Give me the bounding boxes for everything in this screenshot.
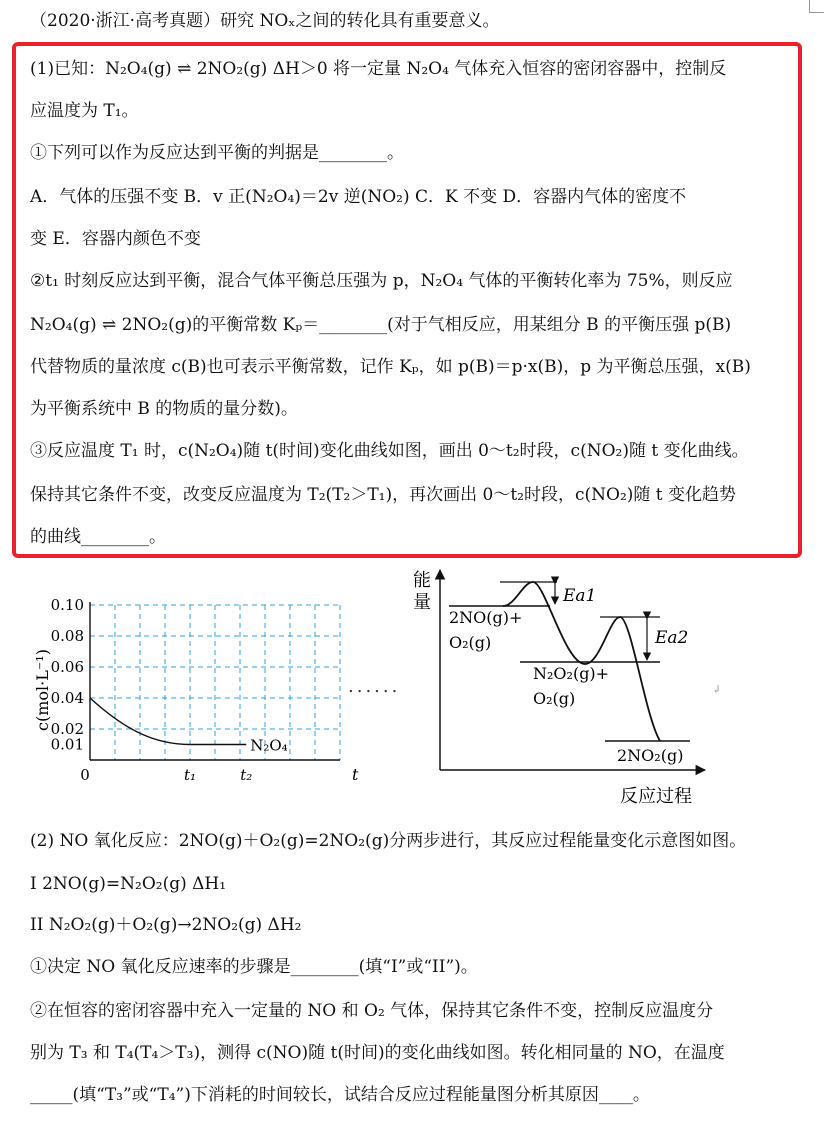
boxed-line-10: ③反应温度 T₁ 时，c(N₂O₄)随 t(时间)变化曲线如图，画出 0～t₂时段，c(NO₂)随 t 变化曲线。 [30,441,749,461]
series-line-n2o4 [90,698,246,745]
paragraph-mark: ↲ [712,683,722,696]
question-header: （2020·浙江·高考真题）研究 NOₓ之间的转化具有重要意义。 [30,11,500,31]
energy-diagram [405,566,715,810]
part2-q2-line2: 别为 T₃ 和 T₄(T₄＞T₃)，测得 c(NO)随 t(时间)的变化曲线如图。转化相同量的 NO，在温度 [30,1043,725,1063]
boxed-line-3: ①下列可以作为反应达到平衡的判据是________。 [30,143,404,163]
x-axis-label: t [352,765,359,784]
x-tick-label: t₁ [183,766,197,784]
boxed-line-4: A．气体的压强不变 B．v 正(N₂O₄)＝2v 逆(NO₂) C．K 不变 D．容器内气体的密度不 [30,187,687,207]
series-label-n2o4: N₂O₄ [250,736,288,755]
boxed-line-11: 保持其它条件不变，改变反应温度为 T₂(T₂＞T₁)，再次画出 0～t₂时段，c(NO₂)随 t 变化趋势 [30,485,737,505]
boxed-line-9: 为平衡系统中 B 的物质的量分数)。 [30,399,298,419]
state-label-2no: 2NO(g)+ [449,608,523,627]
boxed-line-2: 应温度为 T₁。 [30,101,139,121]
ea2-label: Ea2 [655,628,689,648]
part2-q2-line1: ②在恒容的密闭容器中充入一定量的 NO 和 O₂ 气体，保持其它条件不变，控制反应温度分 [30,1001,714,1021]
boxed-line-7: N₂O₄(g) ⇌ 2NO₂(g)的平衡常数 Kₚ＝________(对于气相反应，用某组分 B 的平衡压强 p(B) [30,315,732,335]
energy-axis-label-2: 量 [413,592,431,613]
boxed-line-12: 的曲线________。 [30,527,166,547]
ea1-label: Ea1 [563,586,597,606]
ellipsis-dots: ...... [348,676,401,697]
y-tick-label: 0.08 [50,627,84,645]
state-label-o2-b: O₂(g) [533,689,576,708]
process-axis-label: 反应过程 [620,786,692,807]
boxed-line-5: 变 E．容器内颜色不变 [30,229,201,249]
y-axis-label: c(mol·L⁻¹) [33,649,52,731]
boxed-line-8: 代替物质的量浓度 c(B)也可表示平衡常数，记作 Kₚ，如 p(B)＝p·x(B)，p 为平衡总压强，x(B) [30,357,751,377]
x-tick-label: 0 [80,766,90,784]
energy-axis-label-1: 能 [413,570,431,591]
y-tick-label: 0.10 [50,596,84,614]
state-label-n2o2: N₂O₂(g)+ [533,664,610,683]
x-tick-labels [80,766,252,784]
step-i: I 2NO(g)=N₂O₂(g) ΔH₁ [30,874,227,894]
y-tick-label: 0.06 [50,658,84,676]
state-label-2no2: 2NO₂(g) [617,746,684,765]
concentration-chart [20,580,359,790]
boxed-line-1: (1)已知：N₂O₄(g) ⇌ 2NO₂(g) ΔH＞0 将一定量 N₂O₄ 气体充入恒容的密闭容器中，控制反 [30,59,727,79]
y-tick-label: 0.04 [50,689,84,707]
part2-intro: (2) NO 氧化反应：2NO(g)＋O₂(g)=2NO₂(g)分两步进行，其反应过程能量变化示意图如图。 [30,831,747,851]
y-tick-labels [51,596,84,754]
part2-q1: ①决定 NO 氧化反应速率的步骤是________(填“I”或“II”)。 [30,957,478,977]
y-tick-label: 0.01 [50,735,84,754]
y-tick-label: 0.02 [50,720,84,738]
boxed-line-6: ②t₁ 时刻反应达到平衡，混合气体平衡总压强为 p，N₂O₄ 气体的平衡转化率为 75%，则反应 [30,271,733,291]
part2-q2-line3: _____(填“T₃”或“T₄”)下消耗的时间较长，试结合反应过程能量图分析其原因____。 [30,1085,650,1105]
state-label-o2-a: O₂(g) [449,633,492,652]
step-ii: II N₂O₂(g)＋O₂(g)→2NO₂(g) ΔH₂ [30,915,302,935]
page-corner-mark [809,0,824,13]
chart-grid [90,605,340,760]
x-tick-label: t₂ [240,766,253,784]
